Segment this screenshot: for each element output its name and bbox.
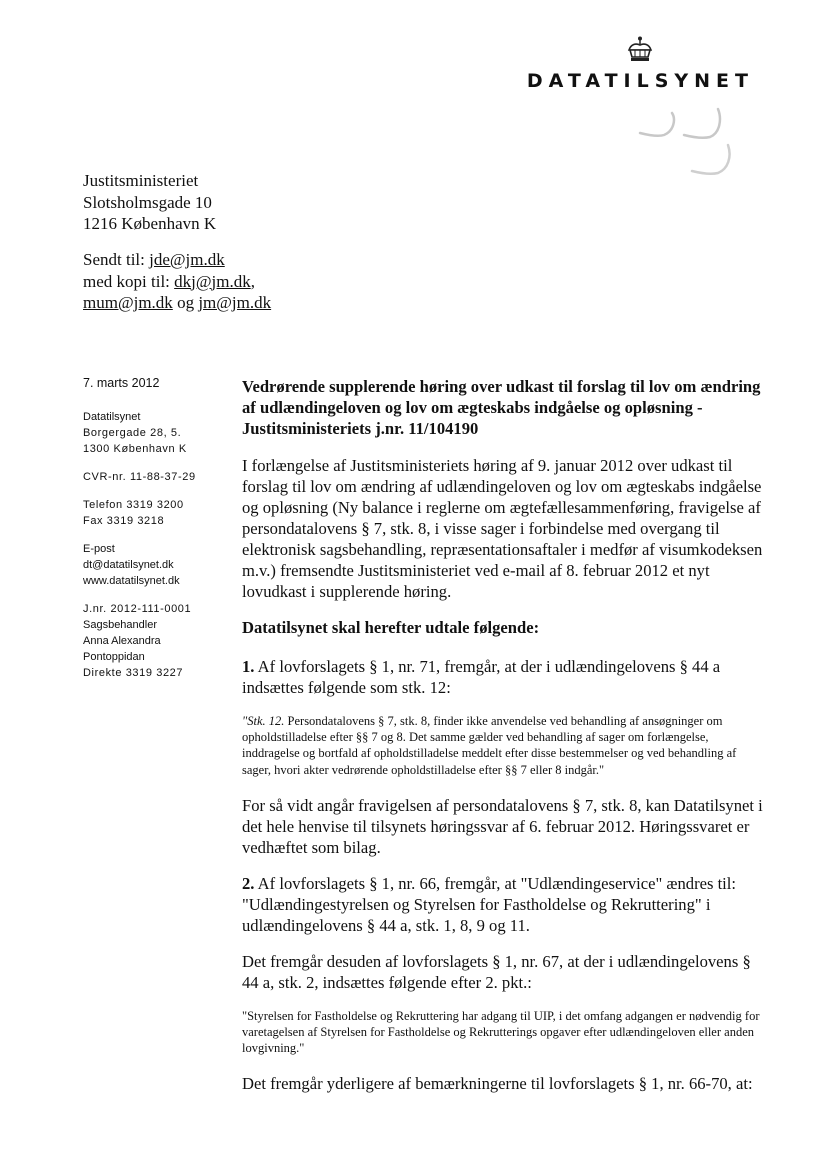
handler-label: Sagsbehandler — [83, 619, 158, 631]
handler-name-1: Anna Alexandra — [83, 635, 161, 647]
statement-subheading: Datatilsynet skal herefter udtale følgende: — [242, 618, 540, 637]
sent-to-block — [83, 249, 271, 314]
cc-line-2 — [83, 292, 271, 314]
cc-and: og — [172, 293, 199, 312]
sender-cvr: CVR-nr. 11-88-37-29 — [83, 471, 196, 483]
recipient-city: 1216 København K — [83, 214, 217, 233]
handwritten-mark-icon — [630, 105, 740, 185]
cc-separator: , — [250, 271, 255, 291]
sent-to-label: Sendt til: — [83, 250, 150, 269]
quote-1 — [242, 713, 768, 778]
letter-date: 7. marts 2012 — [83, 376, 160, 390]
sender-email: dt@datatilsynet.dk — [83, 559, 174, 571]
point-2-text: Af lovforslagets § 1, nr. 66, fremgår, at "Udlændingeservice" ændres til: "Udlændingestyrelsen og Styrelsen for Fastholdelse og Rekruttering" i udlændingelovens § 44 a, stk. 1, 8, 9 og 11. — [242, 873, 737, 935]
case-number: J.nr. 2012-111-0001 — [83, 603, 192, 615]
sent-to-line — [83, 249, 271, 271]
point-2c-paragraph: Det fremgår yderligere af bemærkningerne til lovforslagets § 1, nr. 66-70, at: — [242, 1074, 753, 1094]
sender-street: Borgergade 28, 5. — [83, 427, 182, 439]
point-2b-paragraph: Det fremgår desuden af lovforslagets § 1, nr. 67, at der i udlændingelovens § 44 a, stk. 2, indsættes følgende efter 2. pkt.: — [242, 951, 751, 992]
point-1-paragraph — [242, 656, 768, 698]
sender-phone: Telefon 3319 3200 — [83, 499, 184, 511]
sender-sidebar — [83, 375, 233, 681]
recipient-name: Justitsministeriet — [83, 171, 199, 190]
point-2-paragraph — [242, 873, 768, 936]
letterhead-logo — [527, 36, 754, 92]
quote-1-text: Persondatalovens § 7, stk. 8, finder ikke anvendelse ved behandling af ansøgninger om opholdstilladelse efter §§ 7 og 8. Det samme gælder ved behandling af sager om forlængelse, inddragelse og bortfald af opholdstilladelse meddelt efter disse bestemmelser og ved behandling af sager, hvori akter vedrørende opholdstilladelse efter §§ 7 eller 8 indgår." — [242, 714, 737, 777]
email-link-dkj[interactable]: dkj@jm.dk — [174, 271, 251, 291]
sender-city: 1300 København K — [83, 443, 187, 455]
letter-body — [242, 376, 768, 1109]
cc-line — [83, 271, 271, 293]
recipient-address — [83, 170, 216, 235]
logo-text: DATATILSYNET — [526, 70, 754, 92]
letter-heading: Vedrørende supplerende høring over udkast til forslag til lov om ændring af udlændingeloven og lov om ægteskabs indgåelse og opløsning - Justitsministeriets j.nr. 11/104190 — [242, 377, 761, 438]
email-link-mum[interactable]: mum@jm.dk — [83, 293, 173, 312]
point-1-number: 1. — [242, 657, 255, 676]
sender-org: Datatilsynet — [83, 411, 141, 423]
sender-fax: Fax 3319 3218 — [83, 515, 165, 527]
quote-1-lead: "Stk. 12. — [242, 714, 285, 728]
intro-paragraph: I forlængelse af Justitsministeriets høring af 9. januar 2012 over udkast til forslag til lov om ændring af udlændingeloven og lov om ægteskabs indgåelse og opløsning (Ny balance i reglerne om ægtefællesammenføring, fravigelse af persondatalovens § 7, stk. 8, i visse sager i forbindelse med overgang til elektronisk sagsbehandling, repræsentationsaftaler i medfør af visumkodeksen m.v.) fremsendte Justitsministeriet ved e-mail af 8. februar 2012 et nyt lovudkast i supplerende høring. — [242, 456, 763, 601]
point-1-text: Af lovforslagets § 1, nr. 71, fremgår, at der i udlændingelovens § 44 a indsættes følgende som stk. 12: — [242, 657, 721, 697]
cc-label: med kopi til: — [83, 271, 175, 291]
quote-2: "Styrelsen for Fastholdelse og Rekruttering har adgang til UIP, i det omfang adgangen er nødvendig for varetagelsen af Styrelsen for Fastholdelse og Rekrutterings opgaver efter udlændingeloven eller anden lovgivning." — [242, 1008, 760, 1056]
royal-crown-icon — [625, 36, 655, 64]
handler-name-2: Pontoppidan — [83, 651, 145, 663]
point-2-number: 2. — [242, 873, 255, 893]
email-link-jm[interactable]: jm@jm.dk — [198, 293, 272, 312]
sender-web: www.datatilsynet.dk — [83, 575, 180, 587]
point-1b-paragraph: For så vidt angår fravigelsen af persondatalovens § 7, stk. 8, kan Datatilsynet i det hele henvise til tilsynets høringssvar af 6. februar 2012. Høringssvaret er vedhæftet som bilag. — [242, 795, 763, 857]
recipient-street: Slotsholmsgade 10 — [83, 192, 212, 212]
email-link-jde[interactable]: jde@jm.dk — [149, 250, 225, 269]
handler-direct-phone: Direkte 3319 3227 — [83, 667, 184, 679]
sender-email-label: E-post — [83, 543, 115, 555]
